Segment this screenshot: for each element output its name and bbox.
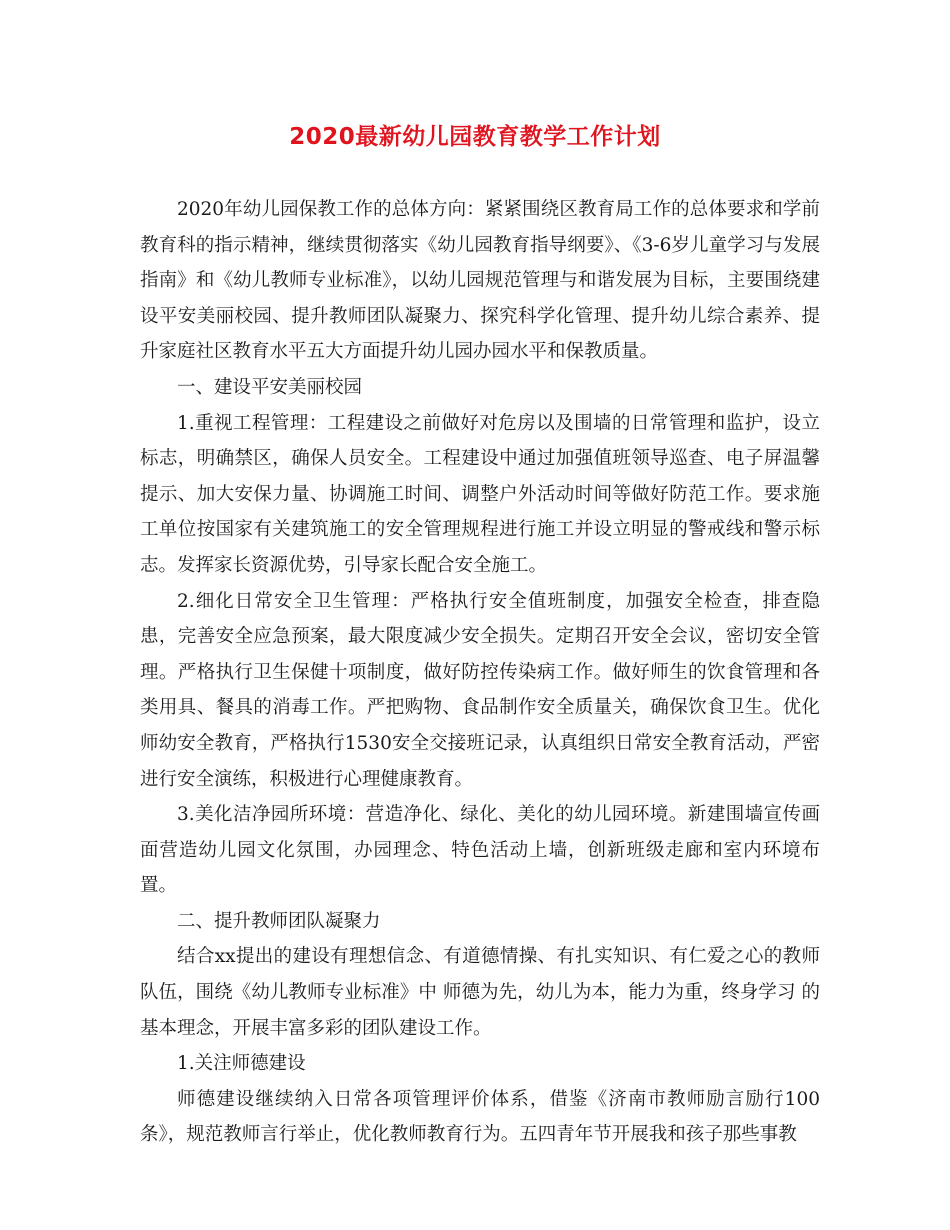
paragraph-2-intro: 结合xx提出的建设有理想信念、有道德情操、有扎实知识、有仁爱之心的教师队伍，围绕《幼儿教师专业标准》中 师德为先，幼儿为本，能力为重，终身学习 的基本理念，开展丰富多彩的团队建设工作。 [140, 946, 820, 1039]
paragraph-2-1: 师德建设继续纳入日常各项管理评价体系，借鉴《济南市教师励言励行100条》，规范教师言行举止，优化教师教育行为。五四青年节开展我和孩子那些事教 [140, 1088, 820, 1146]
document-title: 2020最新幼儿园教育教学工作计划 [289, 124, 661, 150]
paragraph-1-2: 2.细化日常安全卫生管理：严格执行安全值班制度，加强安全检查，排查隐患，完善安全应急预案，最大限度减少安全损失。定期召开安全会议，密切安全管理。严格执行卫生保健十项制度，做好防控传染病工作。做好师生的饮食管理和各类用具、餐具的消毒工作。严把购物、食品制作安全质量关，确保饮食卫生。优化师幼安全教育，严格执行1530安全交接班记录，认真组织日常安全教育活动，严密进行安全演练，积极进行心理健康教育。 [140, 590, 820, 790]
paragraph-1-3: 3.美化洁净园所环境：营造净化、绿化、美化的幼儿园环境。新建围墙宣传画面营造幼儿园文化氛围，办园理念、特色活动上墙，创新班级走廊和室内环境布置。 [140, 804, 820, 897]
section-heading-2: 二、提升教师团队凝聚力 [177, 910, 381, 932]
section-heading-1: 一、建设平安美丽校园 [177, 376, 363, 398]
paragraph-1-1: 1.重视工程管理：工程建设之前做好对危房以及围墙的日常管理和监护，设立标志，明确禁区，确保人员安全。工程建设中通过加强值班领导巡查、电子屏温馨提示、加大安保力量、协调施工时间、调整户外活动时间等做好防范工作。要求施工单位按国家有关建筑施工的安全管理规程进行施工并设立明显的警戒线和警示标志。发挥家长资源优势，引导家长配合安全施工。 [140, 412, 820, 576]
document-body [140, 192, 820, 1153]
subheading-2-1: 1.关注师德建设 [177, 1053, 306, 1075]
paragraph-intro: 2020年幼儿园保教工作的总体方向：紧紧围绕区教育局工作的总体要求和学前教育科的指示精神，继续贯彻落实《幼儿园教育指导纲要》、《3-6岁儿童学习与发展指南》和《幼儿教师专业标准》，以幼儿园规范管理与和谐发展为目标，主要围绕建设平安美丽校园、提升教师团队凝聚力、探究科学化管理、提升幼儿综合素养、提升家庭社区教育水平五大方面提升幼儿园办园水平和保教质量。 [140, 199, 820, 363]
